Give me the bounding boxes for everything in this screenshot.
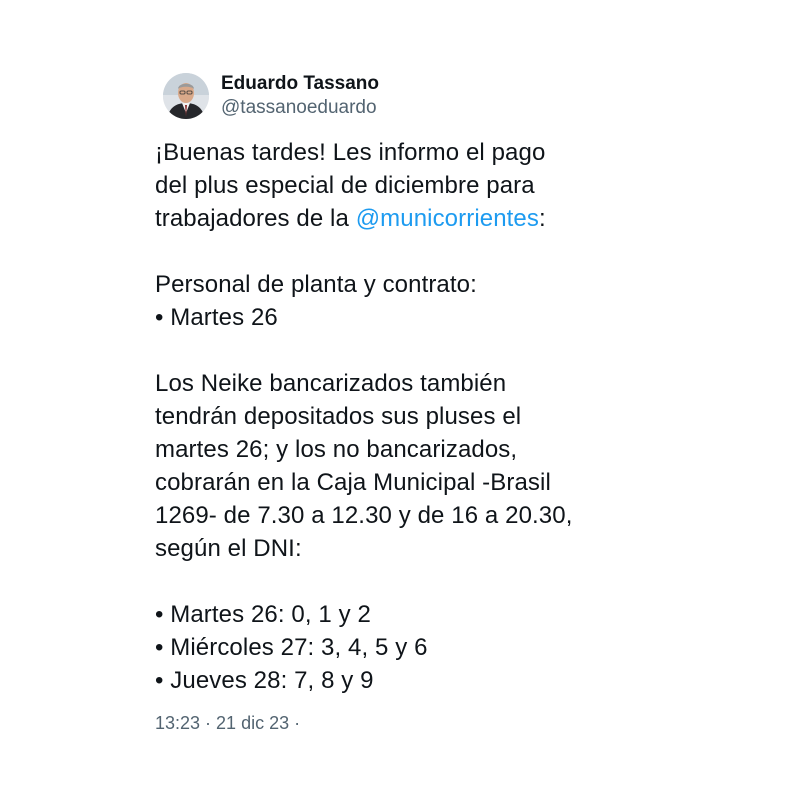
tweet [155,66,715,735]
author-display-name[interactable]: Eduardo Tassano [221,73,380,94]
paragraph-gap [155,235,715,268]
text-line: 1269- de 7.30 a 12.30 y de 16 a 20.30, [155,502,573,529]
author-handle[interactable]: @tassanoeduardo [221,97,377,118]
avatar-image [163,73,209,119]
text-line: • Martes 26 [155,304,278,331]
text-segment: trabajadores de la [155,205,356,232]
user-info [221,72,379,120]
text-line: tendrán depositados sus pluses el [155,403,522,430]
text-line: martes 26; y los no bancarizados, [155,436,518,463]
tweet-timestamp[interactable]: 13:23 · 21 dic 23 · [155,713,301,733]
text-line: • Jueves 28: 7, 8 y 9 [155,667,374,694]
mention-link[interactable]: @municorrientes [355,205,539,232]
paragraph-gap [155,334,715,367]
avatar[interactable] [163,73,209,119]
text-line: • Miércoles 27: 3, 4, 5 y 6 [155,634,428,661]
text-line: • Martes 26: 0, 1 y 2 [155,601,371,628]
paragraph-gap [155,565,715,598]
text-line: según el DNI: [155,535,302,562]
text-line: ¡Buenas tardes! Les informo el pago [155,139,546,166]
tweet-header [163,66,715,126]
tweet-text [155,136,715,697]
text-line: del plus especial de diciembre para [155,172,535,199]
text-line: cobrarán en la Caja Municipal -Brasil [155,469,551,496]
text-line: Los Neike bancarizados también [155,370,507,397]
text-segment: : [538,205,546,232]
text-line: Personal de planta y contrato: [155,271,477,298]
text-line-with-mention [155,202,715,235]
